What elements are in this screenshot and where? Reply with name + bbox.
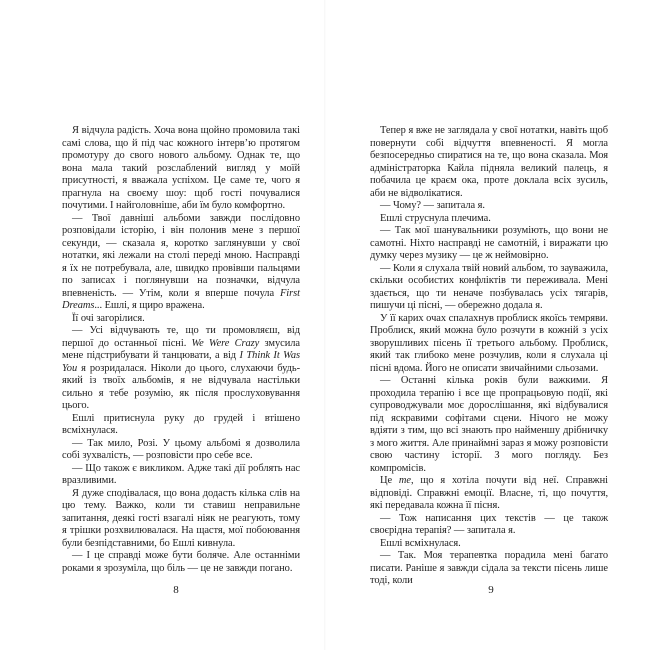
paragraph: — Так мило, Розі. У цьому альбомі я дозволила собі зухвалість, — розповісти про себе все.: [62, 437, 300, 461]
paragraph: — Тож написання цих текстів — це також своєрідна терапія? — запитала я.: [370, 512, 608, 536]
paragraph: Тепер я вже не заглядала у свої нотатки, навіть щоб повернути собі відчуття впевненості. Я могла безпосередньо спиратися на те, що вона сказала. Моя адміністраторка Кайла підняла великий палець, я побачила це краєм ока, проте доклала всіх зусиль, аби не відволікатися.: [370, 125, 608, 199]
paragraph: — Твої давніші альбоми завжди послідовно розповідали історію, і він полонив мене з першої секунди, — сказала я, коротко заглянувши у свої нотатки, які лежали на столі переді мною. Насправді я їх не потребувала, але, швидко провівши пальцями по записах і поглянувши на позначки, відчула впевненість. — Утім, коли я вперше почула First Dreams... Ешлі, я щиро вражена.: [62, 212, 300, 311]
italic-title: First Dreams: [62, 287, 300, 311]
paragraph: — Чому? — запитала я.: [380, 200, 485, 211]
paragraph: — Так мої шанувальники розуміють, що вони не самотні. Ніхто насправді не самотній, і виражати цю думку через музику — це ж неймовірно.: [370, 225, 608, 261]
paragraph: — Останні кілька років були важкими. Я проходила терапію і все ще пропрацьовую події, які супроводжували моє дорослішання, які відбувалися під яскравими софітами сцени. Нічого не можу вдіяти з тим, що всі знають про найменшу дрібничку з мого життя. Але принаймні зараз я можу розповісти свою частину історії. З мого погляду. Без компромісів.: [370, 375, 608, 474]
italic-title: We Were Crazy: [191, 337, 260, 349]
left-page-text: [62, 125, 300, 575]
paragraph: Ешлі всміхнулася.: [380, 537, 461, 549]
paragraph: Ешлі притиснула руку до грудей і втішено всміхнулася.: [62, 412, 300, 436]
paragraph: — І це справді може бути боляче. Але останніми роками я зрозуміла, що біль — це не завжди погано.: [62, 550, 300, 574]
paragraph: — Коли я слухала твій новий альбом, то зауважила, скільки особистих конфліктів ти переживала. Мені здається, що ти неначе позбувалась усіх тягарів, пишучи ці пісні, — обережно додала я.: [370, 262, 608, 311]
italic-title: I Think It Was You: [62, 350, 300, 374]
italic-title: те: [398, 475, 411, 486]
paragraph: — Так. Моя терапевтка порадила мені багато писати. Раніше я завжди сідала за тексти пісень лише тоді, коли: [370, 550, 608, 586]
paragraph: Ешлі струснула плечима.: [380, 212, 491, 224]
right-page: [325, 0, 650, 650]
paragraph: Її очі загорілися.: [72, 312, 145, 324]
paragraph: Це те, що я хотіла почути від неї. Справжні відповіді. Справжні емоції. Власне, ті, що почуття, які передавала кожна її пісня.: [370, 475, 608, 511]
right-page-text: [370, 125, 608, 588]
paragraph: Я дуже сподівалася, що вона додасть кілька слів на цю тему. Важко, коли ти ставиш неправильне запитання, деякі гості взагалі ніяк не реагують, тому я трішки розхвилювалася. На щастя, мої побоювання були безпідставними, бо Ешлі кивнула.: [62, 487, 300, 549]
paragraph: — Усі відчувають те, що ти промовляєш, від першої до останньої пісні. We Were Crazy змусила мене підстрибувати й танцювати, а від I Think It Was You я розридалася. Ніколи до цього, слухаючи будь-який із твоїх альбомів, я не відчувала настільки сильно я тебе розумію, як після прослуховування цього.: [62, 325, 300, 411]
paragraph: — Що також є викликом. Адже такі дії роблять нас вразливими.: [62, 462, 300, 486]
page-number: 9: [488, 584, 494, 596]
page-number: 8: [173, 584, 179, 596]
paragraph: У її карих очах спалахнув проблиск якоїсь темряви. Проблиск, який можна було розчути в кожній з усіх зворушливих пісень її третього альбому. Проблиск, який так глибоко мене розчулив, коли я слухала ці пісні вдома. Його не описати звичайними сльозами.: [370, 312, 608, 374]
paragraph: Я відчула радість. Хоча вона щойно промовила такі самі слова, що й під час кожного інтерв’ю протягом промотуру до свого нового альбому. Однак те, що вона мала такий розслаблений вигляд у моїй присутності, я вважала успіхом. Це саме те, чого я прагнула на своєму шоу: щоб гості почувалися почутими. І найголовніше, аби їм було комфортно.: [62, 125, 300, 211]
